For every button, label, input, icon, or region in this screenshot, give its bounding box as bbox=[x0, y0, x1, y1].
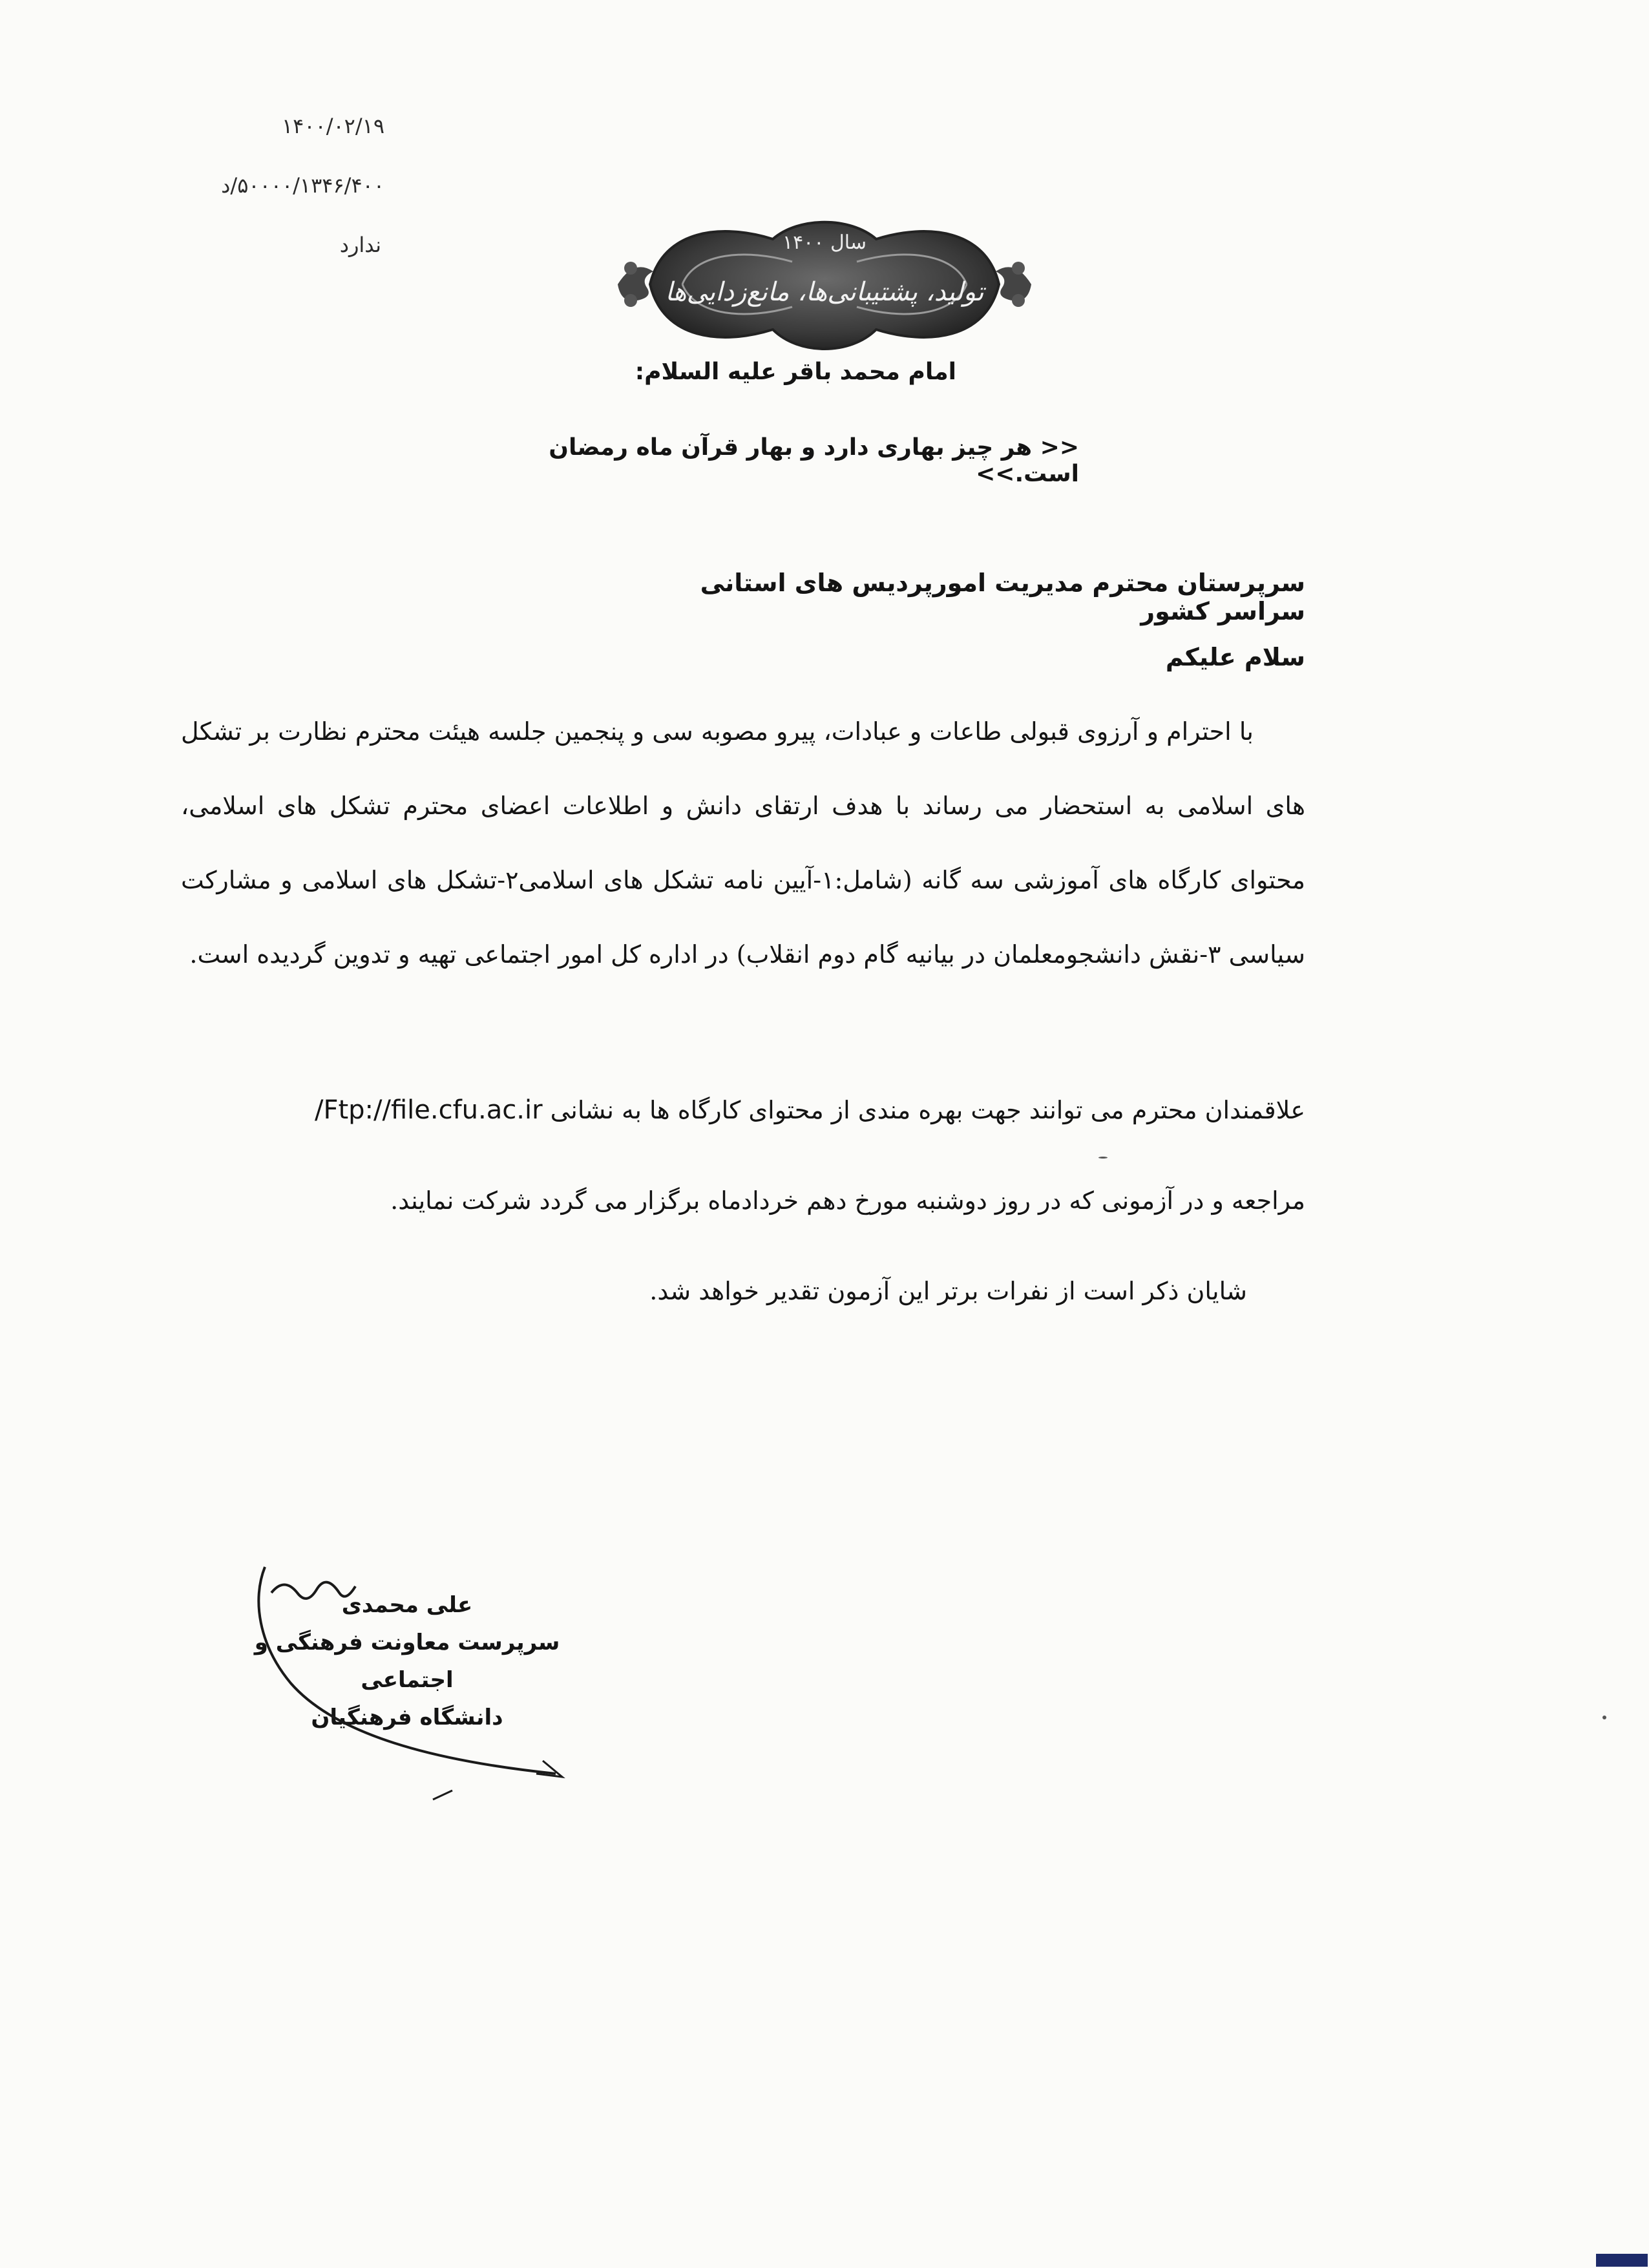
letter-salutation: سلام علیکم bbox=[1165, 643, 1305, 671]
hadith-text: << هر چیز بهاری دارد و بهار قرآن ماه رمضان است.>> bbox=[549, 434, 1079, 487]
signer-position: سرپرست معاونت فرهنگی و اجتماعی bbox=[254, 1630, 560, 1693]
handwritten-signature bbox=[239, 1548, 575, 1806]
emblem-motto: تولید، پشتیبانی‌ها، مانع‌زدایی‌ها bbox=[665, 277, 984, 307]
emblem-ornament-left bbox=[618, 262, 653, 307]
notice-line-2: مراجعه و در آزمونی که در روز دوشنبه مورخ دهم خردادماه برگزار می گردد شرکت نمایند. bbox=[390, 1186, 1305, 1215]
scan-speck bbox=[1602, 1716, 1606, 1719]
letter-recipient: سرپرستان محترم مدیریت امورپردیس های استانی سراسر کشور bbox=[700, 569, 1305, 625]
notice-line-3: شایان ذکر است از نفرات برتر این آزمون تقدیر خواهد شد. bbox=[649, 1277, 1247, 1305]
letter-number: ۵۰۰۰۰/۱۳۴۶/۴۰۰/د bbox=[221, 173, 384, 198]
letter-attachment: ندارد bbox=[339, 233, 381, 257]
letter-body bbox=[181, 695, 1305, 992]
notice-line-1-text: علاقمندان محترم می توانند جهت بهره مندی از محتوای کارگاه ها به نشانی bbox=[550, 1096, 1305, 1124]
notice-line-1 bbox=[181, 1092, 1305, 1128]
emblem-ornament-right bbox=[996, 262, 1031, 307]
signer-organization: دانشگاه فرهنگیان bbox=[311, 1705, 503, 1730]
emblem-year: سال ۱۴۰۰ bbox=[782, 231, 867, 254]
hadith-title: امام محمد باقر علیه السلام: bbox=[635, 359, 956, 385]
letter-body-text: با احترام و آرزوی قبولی طاعات و عبادات، پیرو مصوبه سی و پنجمین جلسه هیئت محترم نظارت بر تشکل های اسلامی به استحضار می رساند با هدف ارتقای دانش و اطلاعات اعضای محترم تشکل های اسلامی، محتوای کارگاه های آموزشی سه گانه (شامل:۱-آیین نامه تشکل های اسلامی۲-تشکل های اسلامی و مشارکت سیاسی ۳-نقش دانشجومعلمان در بیانیه گام دوم انقلاب) در اداره کل امور اجتماعی تهیه و تدوین گردیده است. bbox=[181, 717, 1306, 969]
signer-name: علی محمدی bbox=[341, 1592, 473, 1618]
year-motto-emblem bbox=[605, 204, 1044, 365]
letter-date: ۱۴۰۰/۰۲/۱۹ bbox=[281, 114, 384, 138]
corner-watermark-strip bbox=[1596, 2254, 1648, 2267]
scan-speck bbox=[1098, 1157, 1108, 1159]
ftp-link[interactable]: Ftp://file.cfu.ac.ir/ bbox=[314, 1095, 543, 1125]
